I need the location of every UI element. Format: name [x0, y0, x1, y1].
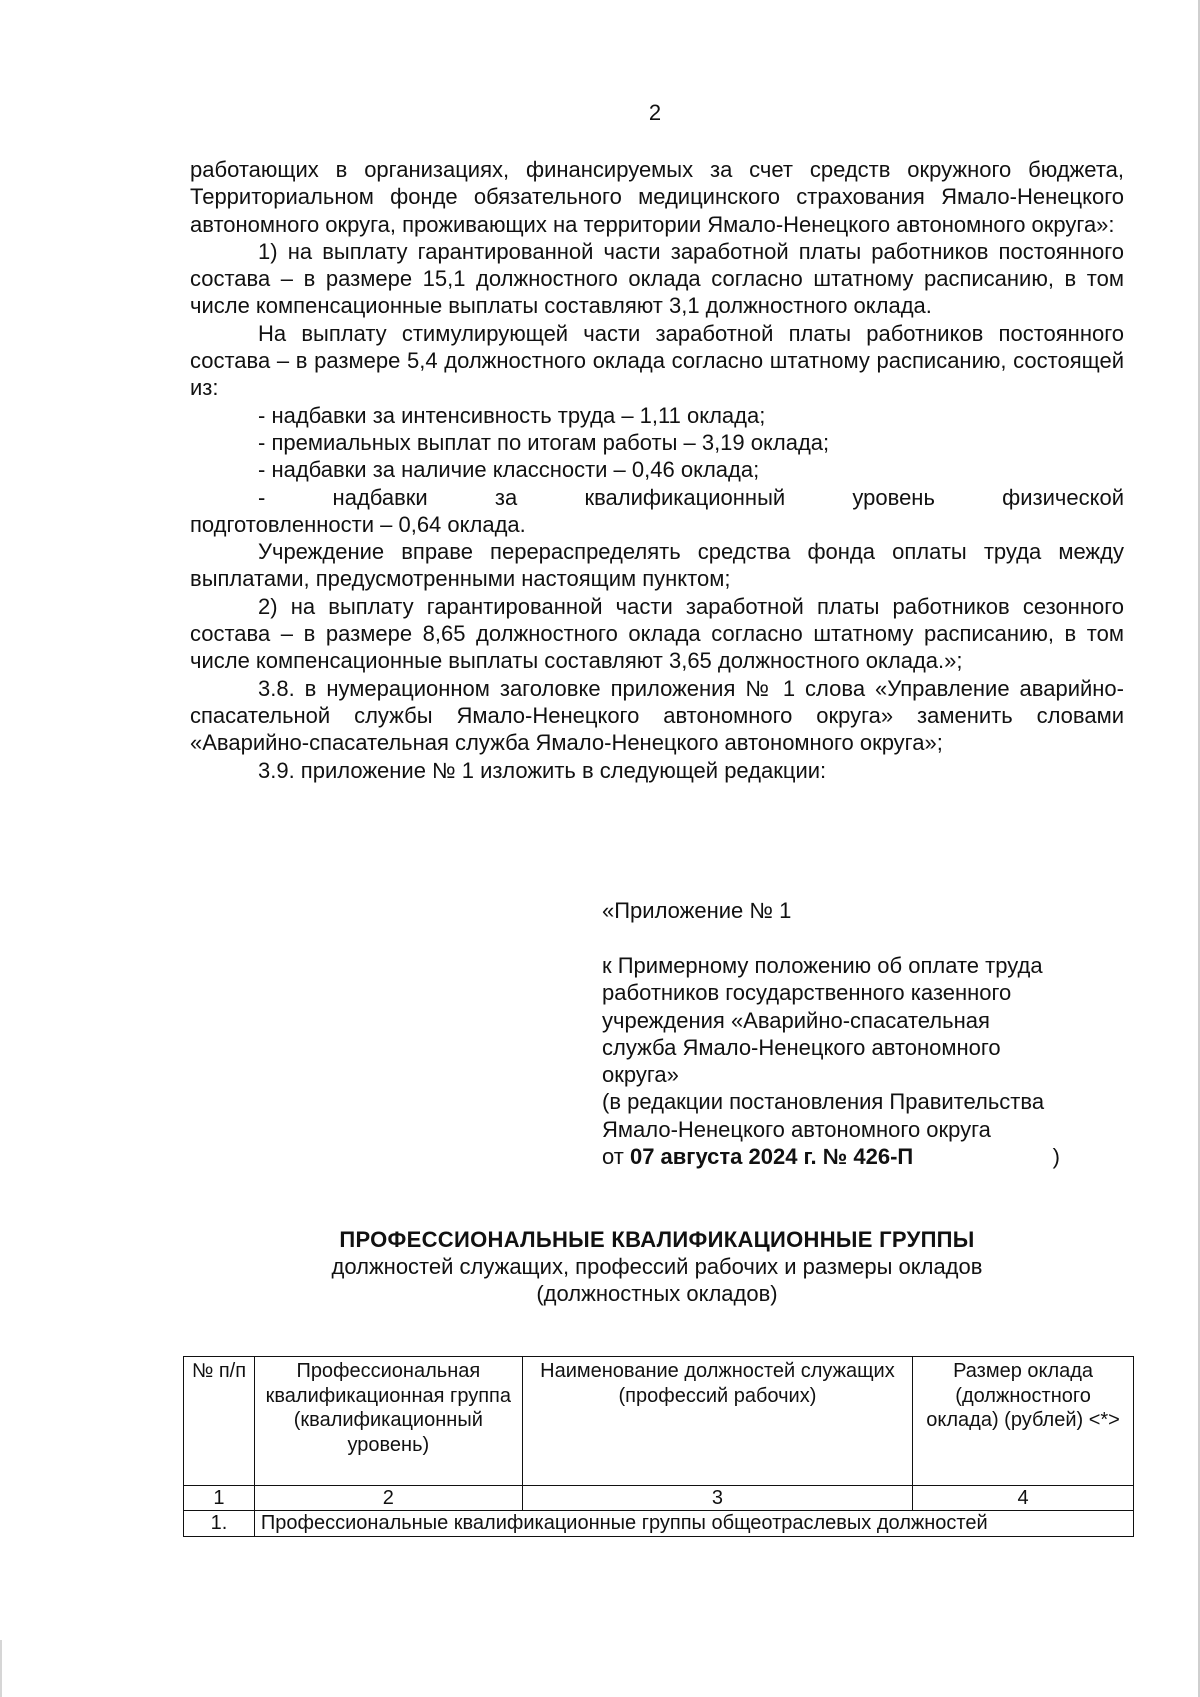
- appendix-line: учреждения «Аварийно-спасательная: [602, 1007, 990, 1033]
- list-item-continuation: подготовленности – 0,64 оклада.: [190, 511, 526, 537]
- scan-artifact: [0, 1640, 2, 1697]
- table-cell: 4: [913, 1486, 1134, 1511]
- date-prefix: от: [602, 1144, 624, 1170]
- table-header-row: [184, 1357, 1134, 1486]
- table-cell: 3: [522, 1486, 912, 1511]
- heading-subtitle: (должностных окладов): [536, 1281, 778, 1306]
- appendix-line: округа»: [602, 1062, 679, 1088]
- paragraph: На выплату стимулирующей части заработной платы работников постоянного состава – в размере 5,4 должностного оклада согласно штатному расписанию, состоящей из:: [190, 320, 1124, 401]
- heading-title: ПРОФЕССИОНАЛЬНЫЕ КВАЛИФИКАЦИОННЫЕ ГРУППЫ: [339, 1227, 975, 1252]
- page-number: 2: [648, 100, 662, 125]
- paragraph: Учреждение вправе перераспределять средства фонда оплаты труда между выплатами, предусмотренными настоящим пунктом;: [190, 539, 1124, 592]
- table-cell: 1.: [184, 1511, 255, 1537]
- list-item: - надбавки за наличие классности – 0,46 оклада;: [258, 457, 760, 483]
- table-header-cell: Профессиональная квалификационная группа (квалификационный уровень): [254, 1357, 522, 1486]
- appendix-title: «Приложение № 1: [602, 898, 792, 923]
- appendix-line: Ямало-Ненецкого автономного округа: [602, 1116, 991, 1142]
- paragraph: 2) на выплату гарантированной части заработной платы работников сезонного состава – в размере 8,65 должностного оклада согласно штатному расписанию, в том числе компенсационные выплаты составляют 3,65 должностного оклада.»;: [190, 593, 1124, 674]
- table-header-cell: Размер оклада (должностного оклада) (рублей) <*>: [913, 1357, 1134, 1486]
- section-heading: [190, 1226, 1124, 1307]
- paragraph: 1) на выплату гарантированной части заработной платы работников постоянного состава – в размере 15,1 должностного оклада согласно штатному расписанию, в том числе компенсационные выплаты составляют 3,1 должностного оклада.: [190, 238, 1124, 319]
- appendix-line: к Примерному положению об оплате труда: [602, 953, 1043, 978]
- document-body: [190, 156, 1124, 784]
- decree-date: 07 августа 2024 г. № 426-П: [629, 1144, 914, 1170]
- appendix-line: работников государственного казенного: [602, 980, 1012, 1006]
- table-column-numbers-row: [184, 1486, 1134, 1511]
- table-header-cell: № п/п: [184, 1357, 255, 1486]
- paragraph: 3.9. приложение № 1 изложить в следующей редакции:: [258, 757, 827, 783]
- table-row: [184, 1511, 1134, 1537]
- paragraph: работающих в организациях, финансируемых за счет средств окружного бюджета, Территориальном фонде обязательного медицинского страхования Ямало-Ненецкого автономного округа, проживающих на территории Ямало-Ненецкого автономного округа»:: [190, 157, 1124, 237]
- table-group-title: Профессиональные квалификационные группы общеотраслевых должностей: [254, 1511, 1133, 1537]
- closing-paren: ): [1052, 1144, 1060, 1170]
- paragraph: 3.8. в нумерационном заголовке приложения № 1 слова «Управление аварийно-спасательной службы Ямало-Ненецкого автономного округа» заменить словами «Аварийно-спасательная служба Ямало-Ненецкого автономного округа»;: [190, 675, 1124, 756]
- list-item: - надбавки за квалификационный уровень физической: [258, 484, 1124, 510]
- appendix-line: (в редакции постановления Правительства: [602, 1089, 1045, 1115]
- qualification-groups-table: [183, 1356, 1134, 1537]
- heading-subtitle: должностей служащих, профессий рабочих и размеры окладов: [331, 1254, 983, 1279]
- table-header-cell: Наименование должностей служащих (профессий рабочих): [522, 1357, 912, 1486]
- appendix-date-line: [602, 1143, 1122, 1170]
- list-item: - надбавки за интенсивность труда – 1,11 оклада;: [258, 402, 766, 428]
- appendix-block: [602, 952, 1122, 1170]
- table-cell: 2: [254, 1486, 522, 1511]
- table-cell: 1: [184, 1486, 255, 1511]
- appendix-line: служба Ямало-Ненецкого автономного: [602, 1034, 1001, 1060]
- list-item: - премиальных выплат по итогам работы – 3,19 оклада;: [258, 429, 830, 455]
